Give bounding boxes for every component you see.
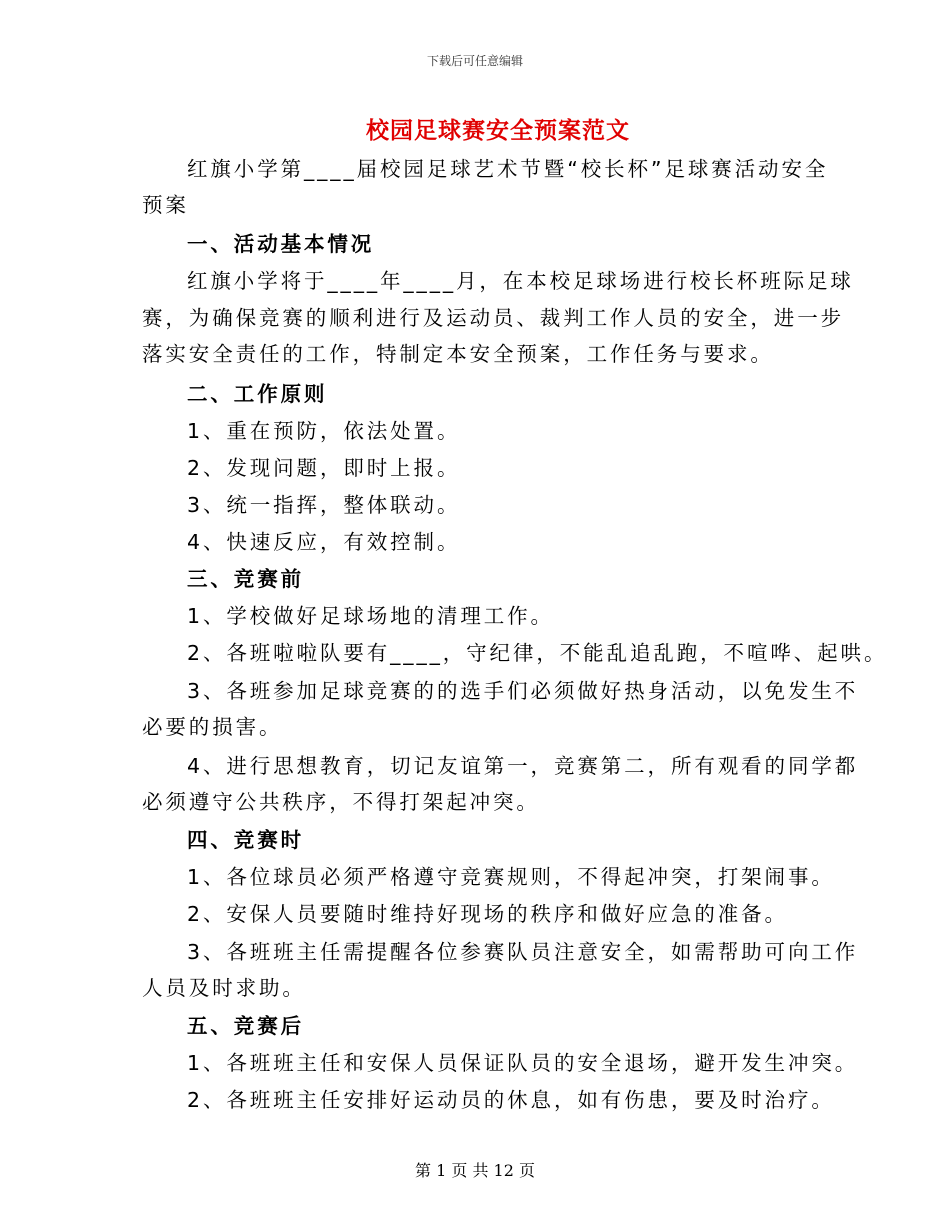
section-heading: 五、竞赛后 xyxy=(187,1014,304,1038)
list-item: 1、学校做好足球场地的清理工作。 xyxy=(187,604,554,628)
list-item: 1、各班班主任和安保人员保证队员的安全退场，避开发生冲突。 xyxy=(187,1051,859,1075)
list-item: 3、各班班主任需提醒各位参赛队员注意安全，如需帮助可向工作 xyxy=(187,940,859,964)
document-title: 校园足球赛安全预案范文 xyxy=(366,118,630,144)
list-item: 4、进行思想教育，切记友谊第一，竞赛第二，所有观看的同学都 xyxy=(187,754,859,778)
list-item: 4、快速反应，有效控制。 xyxy=(187,530,461,554)
list-item: 2、各班班主任安排好运动员的休息，如有伤患，要及时治疗。 xyxy=(187,1088,835,1112)
list-item: 3、各班参加足球竞赛的的选手们必须做好热身活动，以免发生不 xyxy=(187,679,859,703)
section-heading: 一、活动基本情况 xyxy=(187,232,375,256)
list-item: 2、发现问题，即时上报。 xyxy=(187,456,461,480)
list-item: 2、安保人员要随时维持好现场的秩序和做好应急的准备。 xyxy=(187,902,788,926)
section-heading: 二、工作原则 xyxy=(187,382,328,406)
section-heading: 四、竞赛时 xyxy=(187,828,304,852)
paragraph-line: 人员及时求助。 xyxy=(142,976,306,1000)
paragraph-line: 红旗小学第____届校园足球艺术节暨“校长杯”足球赛活动安全 xyxy=(187,157,829,181)
page-number-footer: 第 1 页 共 12 页 xyxy=(415,1161,535,1180)
paragraph-line: 落实安全责任的工作，特制定本安全预案，工作任务与要求。 xyxy=(142,342,774,366)
section-heading: 三、竞赛前 xyxy=(187,567,304,591)
paragraph-line: 必要的损害。 xyxy=(142,715,283,739)
list-item: 3、统一指挥，整体联动。 xyxy=(187,493,461,517)
paragraph-line: 赛，为确保竞赛的顺利进行及运动员、裁判工作人员的安全，进一步 xyxy=(142,306,844,330)
paragraph-line: 红旗小学将于____年____月，在本校足球场进行校长杯班际足球 xyxy=(187,269,854,293)
list-item: 1、重在预防，依法处置。 xyxy=(187,419,461,443)
paragraph-line: 预案 xyxy=(142,193,189,217)
list-item: 1、各位球员必须严格遵守竞赛规则，不得起冲突，打架闹事。 xyxy=(187,865,835,889)
list-item: 2、各班啦啦队要有____，守纪律，不能乱追乱跑，不喧哗、起哄。 xyxy=(187,641,888,665)
header-note: 下载后可任意编辑 xyxy=(426,54,523,68)
paragraph-line: 必须遵守公共秩序，不得打架起冲突。 xyxy=(142,790,540,814)
